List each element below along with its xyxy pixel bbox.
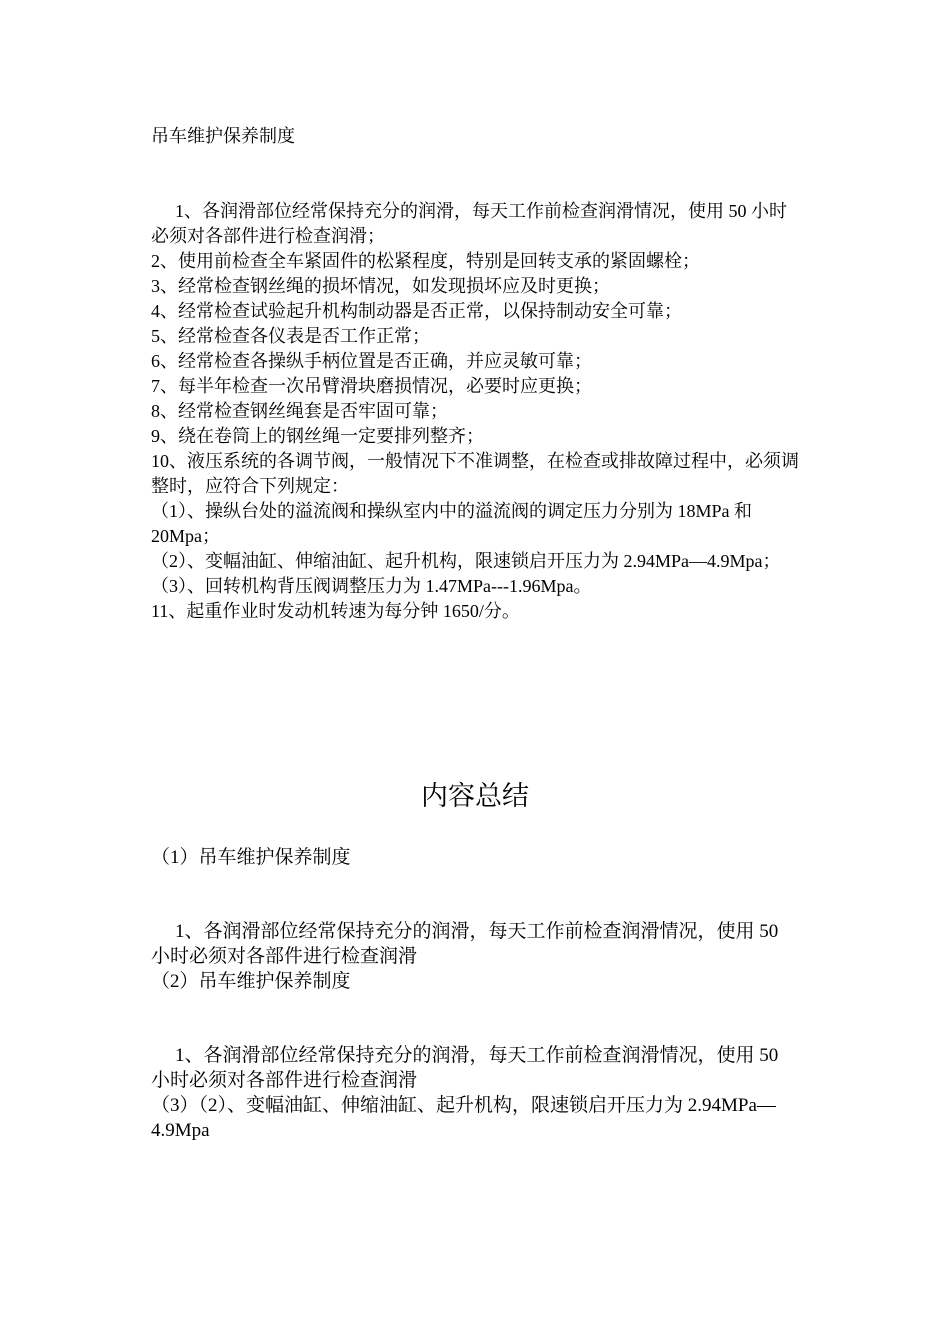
document-title: 吊车维护保养制度 xyxy=(151,126,295,146)
summary-entry-1: （1）吊车维护保养制度 xyxy=(151,847,351,868)
summary-entry-2: 1、各润滑部位经常保持充分的润滑，每天工作前检查润滑情况，使用 50 小时必须对各部件进行检查润滑 xyxy=(151,921,779,967)
rule-subitem-1: （1）、操纵台处的溢流阀和操纵室内中的溢流阀的调定压力分别为 18MPa 和 20Mpa； xyxy=(151,501,753,546)
rule-item-9: 9、绕在卷筒上的钢丝绳一定要排列整齐； xyxy=(151,426,484,446)
summary-entry-5: （3）（2）、变幅油缸、伸缩油缸、起升机构，限速锁启开压力为 2.94MPa—4.9Mpa xyxy=(151,1095,776,1141)
rule-item-3: 3、经常检查钢丝绳的损坏情况，如发现损坏应及时更换； xyxy=(151,276,610,296)
rule-item-4: 4、经常检查试验起升机构制动器是否正常，以保持制动安全可靠； xyxy=(151,301,682,321)
rule-subitem-3: （3）、回转机构背压阀调整压力为 1.47MPa---1.96Mpa。 xyxy=(151,576,592,596)
summary-entry-3: （2）吊车维护保养制度 xyxy=(151,971,351,992)
summary-entry-4: 1、各润滑部位经常保持充分的润滑，每天工作前检查润滑情况，使用 50 小时必须对各部件进行检查润滑 xyxy=(151,1045,779,1091)
summary-section xyxy=(151,845,801,1143)
rule-subitem-2: （2）、变幅油缸、伸缩油缸、起升机构，限速锁启开压力为 2.94MPa—4.9Mpa； xyxy=(151,551,781,571)
rule-item-6: 6、经常检查各操纵手柄位置是否正确，并应灵敏可靠； xyxy=(151,351,592,371)
rule-item-5: 5、经常检查各仪表是否工作正常； xyxy=(151,326,430,346)
summary-heading: 内容总结 xyxy=(421,781,529,812)
rule-item-10: 10、液压系统的各调节阀，一般情况下不准调整，在检查或排故障过程中，必须调整时，应符合下列规定： xyxy=(151,451,799,496)
rule-item-11: 11、起重作业时发动机转速为每分钟 1650/分。 xyxy=(151,601,520,621)
maintenance-rules xyxy=(151,199,801,624)
rule-item-8: 8、经常检查钢丝绳套是否牢固可靠； xyxy=(151,401,448,421)
rule-item-2: 2、使用前检查全车紧固件的松紧程度，特别是回转支承的紧固螺栓； xyxy=(151,251,700,271)
rule-item-7: 7、每半年检查一次吊臂滑块磨损情况，必要时应更换； xyxy=(151,376,592,396)
rule-item-1: 1、各润滑部位经常保持充分的润滑，每天工作前检查润滑情况，使用 50 小时必须对各部件进行检查润滑； xyxy=(151,201,787,246)
